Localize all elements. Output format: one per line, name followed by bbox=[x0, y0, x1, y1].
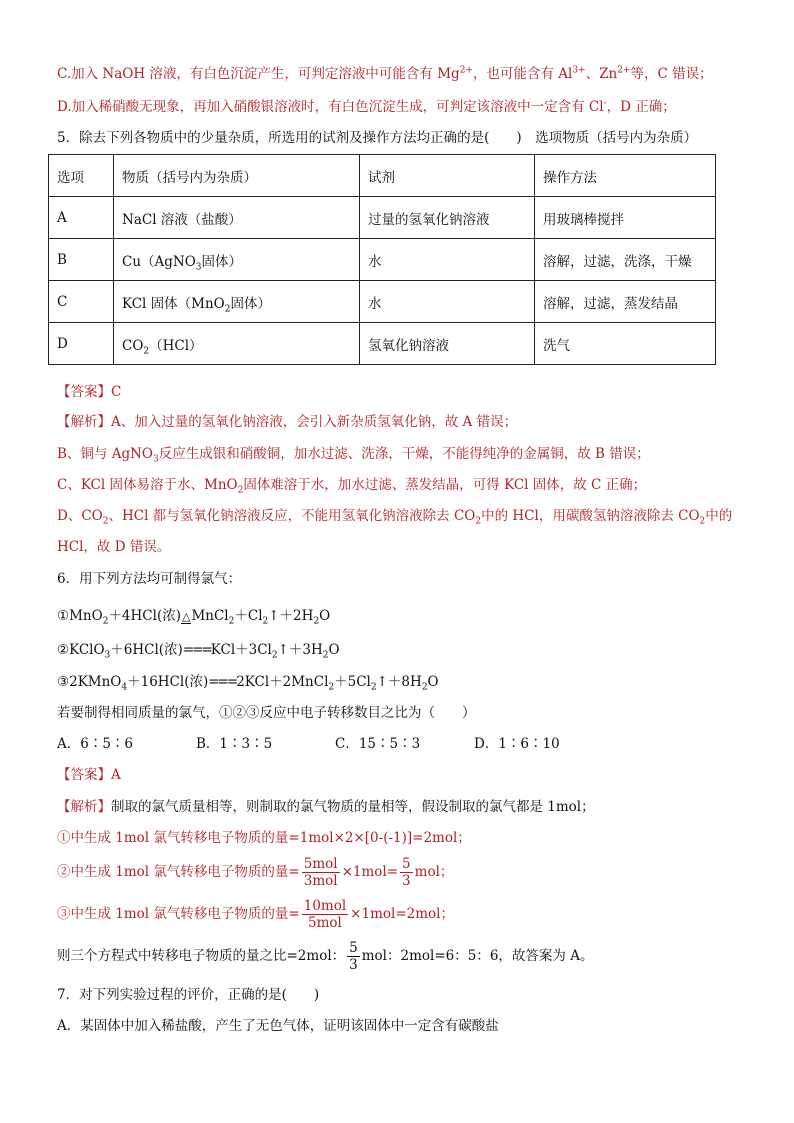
prev-option-c: C.加入 NaOH 溶液，有白色沉淀产生，可判定溶液中可能含有 $Mg^{2+}$，也可能含有 $Al^{3+}$、$Zn^{2+}$等，C 错误； bbox=[57, 65, 713, 82]
q6-equation-2: ②KClO$_3$＋6HCl(浓)$===KCl+3Cl_2↑+3H_2O$ bbox=[57, 642, 340, 661]
fraction: $\frac{5}{3}$ bbox=[349, 940, 358, 973]
q6-equation-3: ③2KMnO$_4$＋16HCl(浓)$===2KCl+2MnCl_2+5Cl_2↑+8H_2O$ bbox=[57, 674, 439, 693]
q5-analysis-c: C、KCl 固体易溶于水、MnO$_2$固体难溶于水，加水过滤、蒸发结晶，可得 KCl 固体，故 C 正确； bbox=[57, 477, 647, 496]
fraction: $\frac{\text{5mol}}{\text{3mol}}$ bbox=[303, 856, 338, 889]
q6-step-3: ③中生成 1mol 氯气转移电子物质的量= $\frac{\text{10mol}}{\text{5mol}}$ ×1mol=2mol； bbox=[57, 898, 454, 931]
header-option: 选项 bbox=[49, 155, 114, 197]
q6-equation-1: ①MnO$_2$＋4HCl(浓)$\triangle MnCl_2+Cl_2↑+2H_2O$ bbox=[57, 608, 331, 627]
q6-step-1: ①中生成 1mol 氯气转移电子物质的量=1mol×2×[0-(-1)]=2mol； bbox=[57, 830, 471, 846]
cell-reagent: 水 bbox=[360, 281, 535, 323]
cell-option: C bbox=[49, 281, 114, 323]
table-row bbox=[49, 239, 716, 281]
table-row bbox=[49, 323, 716, 365]
table-row bbox=[49, 197, 716, 239]
q6-answer: 【答案】A bbox=[57, 767, 121, 783]
q5-stem: 5．除去下列各物质中的少量杂质，所选用的试剂及操作方法均正确的是( ) 选项物质（括号内为杂质） bbox=[57, 130, 698, 146]
cell-method: 溶解，过滤，蒸发结晶 bbox=[535, 281, 716, 323]
table-row bbox=[49, 281, 716, 323]
q6-choice-a: A．6∶5∶6 bbox=[57, 736, 134, 752]
cell-reagent: 过量的氢氧化钠溶液 bbox=[360, 197, 535, 239]
q6-question: 若要制得相同质量的氯气，①②③反应中电子转移数目之比为（ ） bbox=[57, 705, 476, 721]
cell-option: D bbox=[49, 323, 114, 365]
q5-answer: 【答案】C bbox=[57, 384, 122, 400]
prev-option-d: D.加入稀硝酸无现象，再加入硝酸银溶液时，有白色沉淀生成，可判定该溶液中一定含有 Cl-，D 正确； bbox=[57, 98, 676, 115]
header-substance: 物质（括号内为杂质） bbox=[114, 155, 360, 197]
cell-method: 洗气 bbox=[535, 323, 716, 365]
cell-reagent: 氢氧化钠溶液 bbox=[360, 323, 535, 365]
header-method: 操作方法 bbox=[535, 155, 716, 197]
q6-step-2: ②中生成 1mol 氯气转移电子物质的量= $\frac{\text{5mol}}{\text{3mol}}$ ×1mol= $\frac{5}{3}$ mol； bbox=[57, 856, 454, 889]
q6-stem: 6．用下列方法均可制得氯气： bbox=[57, 571, 242, 587]
header-reagent: 试剂 bbox=[360, 155, 535, 197]
cell-option: B bbox=[49, 239, 114, 281]
cell-reagent: 水 bbox=[360, 239, 535, 281]
q5-analysis-d-cont: HCl，故 D 错误。 bbox=[57, 539, 171, 555]
cell-option: A bbox=[49, 197, 114, 239]
cell-method: 用玻璃棒搅拌 bbox=[535, 197, 716, 239]
q6-choice-c: C．15∶5∶3 bbox=[335, 736, 421, 752]
q6-analysis-intro: 【解析】制取的氯气质量相等，则制取的氯气物质的量相等，假设制取的氯气都是 1mol； bbox=[57, 799, 595, 815]
q7-option-a: A．某固体中加入稀盐酸，产生了无色气体，证明该固体中一定含有碳酸盐 bbox=[57, 1018, 499, 1034]
q6-choice-d: D．1∶6∶10 bbox=[474, 736, 560, 752]
q6-choice-b: B．1∶3∶5 bbox=[196, 736, 273, 752]
cell-method: 溶解，过滤，洗涤，干燥 bbox=[535, 239, 716, 281]
table-header-row bbox=[49, 155, 716, 197]
fraction: $\frac{\text{10mol}}{\text{5mol}}$ bbox=[303, 898, 347, 931]
q6-conclusion: 则三个方程式中转移电子物质的量之比=2mol： $\frac{5}{3}$ mol：2mol=6：5：6，故答案为 A。 bbox=[57, 940, 594, 973]
q5-analysis-b: B、铜与 AgNO$_3$反应生成银和硝酸铜，加水过滤、洗涤，干燥，不能得纯净的金属铜，故 B 错误； bbox=[57, 446, 650, 465]
q7-stem: 7．对下列实验过程的评价，正确的是( ) bbox=[57, 987, 320, 1003]
q5-analysis-a: 【解析】A、加入过量的氢氧化钠溶液，会引入新杂质氢氧化钠，故 A 错误； bbox=[57, 414, 518, 430]
fraction: $\frac{5}{3}$ bbox=[402, 856, 411, 889]
q5-analysis-d: D、$CO_2$、HCl 都与氢氧化钠溶液反应，不能用氢氧化钠溶液除去 $CO_2$中的 HCl，用碳酸氢钠溶液除去 $CO_2$中的 bbox=[57, 508, 733, 527]
cell-substance: NaCl 溶液（盐酸） bbox=[114, 197, 360, 239]
cell-substance: Cu（AgNO$_3$固体） bbox=[114, 239, 360, 281]
cell-substance: KCl 固体（MnO$_2$固体） bbox=[114, 281, 360, 323]
q5-options-table bbox=[48, 154, 716, 365]
cell-substance: $CO_2(HCl)$ bbox=[114, 323, 360, 365]
